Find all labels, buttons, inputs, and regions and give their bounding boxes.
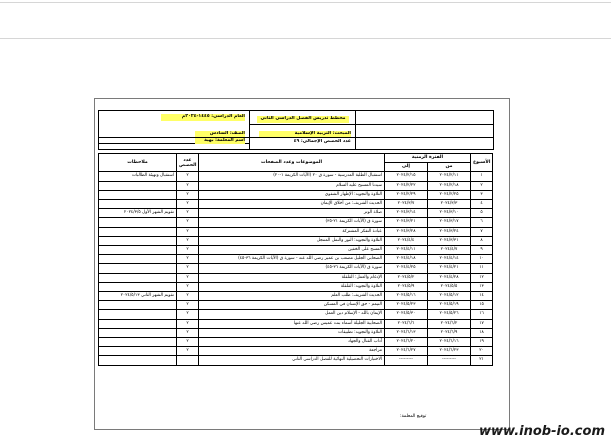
- cell-count: ٢: [177, 255, 199, 264]
- cell-topic: صلاة الوتر: [199, 209, 385, 218]
- cell-topic: عبادة التفكر المشتركة: [199, 227, 385, 236]
- cell-notes: [99, 282, 177, 291]
- cell-from: ٢٠٢٤/٣/٣: [428, 200, 471, 209]
- cell-topic: استقبال الطلبة المدرسية - سورة ق ٢٠ (الآيات الكريمة ١-٢٠): [199, 172, 385, 181]
- cell-notes: تقويم الشهر الأول ٢٠٢٤/٣/٥: [99, 209, 177, 218]
- table-row: [99, 227, 493, 236]
- cell-week: ١٤: [471, 292, 493, 301]
- cell-topic: التلاوة والتجويد: القلقلة: [199, 282, 385, 291]
- cell-from: ٢٠٢٤/٦/٢٣: [428, 347, 471, 356]
- grade-label: الصف: السادس: [195, 131, 245, 137]
- cell-notes: [99, 181, 177, 190]
- cell-week: ٩: [471, 246, 493, 255]
- cell-count: ٢: [177, 338, 199, 347]
- cell-week: ١٨: [471, 328, 493, 337]
- total-periods: عدد الحصص الإجمالي: ٤٩: [293, 139, 351, 144]
- cell-notes: [99, 200, 177, 209]
- cell-notes: [99, 227, 177, 236]
- cell-count: ٢: [177, 172, 199, 181]
- cell-week: ١٥: [471, 301, 493, 310]
- cell-week: ١٧: [471, 319, 493, 328]
- cell-from: ٢٠٢٤/٥/١٢: [428, 292, 471, 301]
- cell-from: ٢٠٢٤/٤/٢٨: [428, 273, 471, 282]
- cell-from: ٢٠٢٤/٢/١٨: [428, 181, 471, 190]
- table-row: [99, 190, 493, 199]
- table-row: [99, 255, 493, 264]
- cell-notes: [99, 347, 177, 356]
- school-year: العام الدراسي: ١٤٤٥-٢٠٢٤م: [161, 114, 245, 121]
- cell-week: ٦: [471, 218, 493, 227]
- cell-to: ٢٠٢٤/٥/٢٣: [385, 301, 428, 310]
- cell-from: ٢٠٢٤/٤/١٤: [428, 255, 471, 264]
- cell-from: ٢٠٢٤/٤/٢١: [428, 264, 471, 273]
- cell-from: ٢٠٢٤/٣/١٧: [428, 218, 471, 227]
- cell-topic: التلاوة والتجويد: النور والنمل المتنجل: [199, 236, 385, 245]
- cell-topic: الحديث الشريف: طلب العلم: [199, 292, 385, 301]
- cell-to: ٢٠٢٤/٣/١٤: [385, 209, 428, 218]
- cell-week: ١١: [471, 264, 493, 273]
- col-to: إلى: [385, 163, 428, 172]
- cell-topic: سورة ق (الآيات الكريمة ٣٦-٤٥): [199, 264, 385, 273]
- plan-title: مخطط تدريس الفصل الدراسي الثاني: [257, 116, 349, 123]
- plan-table: [98, 153, 493, 366]
- cell-topic: سورة ق (الآيات الكريمة ٢١-٣٥): [199, 218, 385, 227]
- cell-topic: سيدنا المسيح عليه السلام: [199, 181, 385, 190]
- cell-topic: الصحابية الجليلة أسماء بنت عميس رضي الله عنها: [199, 319, 385, 328]
- table-row: [99, 338, 493, 347]
- cell-topic: الإيمان بالله - الإسلام دين العمل: [199, 310, 385, 319]
- table-row: [99, 328, 493, 337]
- cell-topic: مراجعة: [199, 347, 385, 356]
- cell-count: ٢: [177, 264, 199, 273]
- cell-week: ١٢: [471, 273, 493, 282]
- cell-week: ١٠: [471, 255, 493, 264]
- cell-week: ٥: [471, 209, 493, 218]
- cell-to: ٢٠٢٤/٣/٢١: [385, 218, 428, 227]
- cell-notes: [99, 218, 177, 227]
- cell-week: ٢٠: [471, 347, 493, 356]
- cell-notes: [99, 190, 177, 199]
- table-row: [99, 264, 493, 273]
- cell-from: ٢٠٢٤/٦/٢: [428, 319, 471, 328]
- cell-count: ٢: [177, 347, 199, 356]
- cell-count: ٢: [177, 319, 199, 328]
- table-row: [99, 282, 493, 291]
- cell-count: ٢: [177, 292, 199, 301]
- cell-notes: [99, 319, 177, 328]
- cell-topic: آداب القتال والجهاد: [199, 338, 385, 347]
- cell-to: ٢٠٢٤/٦/١٣: [385, 328, 428, 337]
- cell-week: ١: [471, 172, 493, 181]
- table-row: [99, 301, 493, 310]
- cell-to: ٢٠٢٤/٦/٢٠: [385, 338, 428, 347]
- cell-to: ٢٠٢٤/٥/٢: [385, 273, 428, 282]
- cell-week: ٣: [471, 190, 493, 199]
- cell-notes: [99, 273, 177, 282]
- cell-notes: استقبال وتهيئة الطالبات: [99, 172, 177, 181]
- cell-to: ٢٠٢٤/٣/٧: [385, 200, 428, 209]
- cell-from: ٢٠٢٤/٤/٧: [428, 246, 471, 255]
- cell-count: ٢: [177, 310, 199, 319]
- cell-from: ٢٠٢٤/٣/٣١: [428, 236, 471, 245]
- cell-count: ٢: [177, 246, 199, 255]
- col-topics: الموضوعات وعدد الصفحات: [199, 154, 385, 172]
- cell-from: ٢٠٢٤/٥/١٩: [428, 301, 471, 310]
- table-row: [99, 356, 493, 365]
- cell-topic: التيمم - حق الإنسان في المسكن: [199, 301, 385, 310]
- site-watermark: www.inob-io.com: [479, 424, 605, 439]
- cell-to: ٢٠٢٤/٥/٣٠: [385, 310, 428, 319]
- cell-week: ١٣: [471, 282, 493, 291]
- cell-to: ٢٠٢٤/٥/٩: [385, 282, 428, 291]
- cell-to: ٢٠٢٤/٣/٢٨: [385, 227, 428, 236]
- cell-to: ٢٠٢٤/٦/٢٧: [385, 347, 428, 356]
- col-notes: ملاحظات: [99, 154, 177, 172]
- cell-notes: [99, 338, 177, 347]
- table-row: [99, 236, 493, 245]
- cell-from: ٢٠٢٤/٦/١٦: [428, 338, 471, 347]
- cell-topic: الاختبارات التحصيلية النهائية للفصل الدراسي الثاني: [199, 356, 385, 365]
- cell-week: ٨: [471, 236, 493, 245]
- cell-topic: الإدغام والعمل: القلقلة: [199, 273, 385, 282]
- teacher-signature: توقيع المعلمة:: [400, 414, 427, 419]
- cell-from: ٢٠٢٤/٣/٢٤: [428, 227, 471, 236]
- cell-notes: [99, 356, 177, 365]
- cell-week: ٤: [471, 200, 493, 209]
- cell-week: ٢١: [471, 356, 493, 365]
- table-row: [99, 200, 493, 209]
- table-row: [99, 310, 493, 319]
- col-count: عدد الحصص: [177, 154, 199, 172]
- cell-to: ٢٠٢٤/٢/٢٩: [385, 190, 428, 199]
- cell-to: ٢٠٢٤/٢/٢٢: [385, 181, 428, 190]
- table-row: [99, 292, 493, 301]
- table-row: [99, 172, 493, 181]
- table-row: [99, 218, 493, 227]
- subject-label: المبحث: التربية الإسلامية: [259, 131, 351, 137]
- cell-notes: [99, 236, 177, 245]
- table-row: [99, 181, 493, 190]
- col-from: من: [428, 163, 471, 172]
- cell-to: ٢٠٢٤/٤/١٨: [385, 255, 428, 264]
- cell-count: ٢: [177, 236, 199, 245]
- cell-notes: [99, 246, 177, 255]
- cell-notes: [99, 255, 177, 264]
- cell-notes: تقويم الشهر الثاني ٢٠٢٤/٥/١٣: [99, 292, 177, 301]
- cell-to: ٢٠٢٤/٤/١١: [385, 246, 428, 255]
- table-row: [99, 246, 493, 255]
- cell-week: ٢: [471, 181, 493, 190]
- cell-count: [177, 356, 199, 365]
- cell-count: ٢: [177, 218, 199, 227]
- cell-from: ٢٠٢٤/٢/٢٥: [428, 190, 471, 199]
- cell-topic: التلاوة والتجويد: الإظهار الشفوي: [199, 190, 385, 199]
- cell-topic: التلاوة والتجويد: تطبيقات: [199, 328, 385, 337]
- cell-topic: المسح على الخفين: [199, 246, 385, 255]
- cell-notes: [99, 310, 177, 319]
- cell-count: ٢: [177, 328, 199, 337]
- cell-count: ٢: [177, 181, 199, 190]
- col-week: الأسبوع: [471, 154, 493, 172]
- cell-to: ٢٠٢٤/٦/٦: [385, 319, 428, 328]
- cell-from: ٢٠٢٤/٣/١٠: [428, 209, 471, 218]
- cell-from: ٢٠٢٤/٢/١١: [428, 172, 471, 181]
- cell-from: ---------: [428, 356, 471, 365]
- cell-to: ٢٠٢٤/٤/٤: [385, 236, 428, 245]
- cell-from: ٢٠٢٤/٥/٥: [428, 282, 471, 291]
- cell-notes: [99, 264, 177, 273]
- cell-from: ٢٠٢٤/٦/٩: [428, 328, 471, 337]
- cell-count: ٢: [177, 273, 199, 282]
- plan-header: [98, 110, 494, 150]
- cell-notes: [99, 328, 177, 337]
- table-row: [99, 273, 493, 282]
- table-row: [99, 347, 493, 356]
- cell-to: ---------: [385, 356, 428, 365]
- cell-week: ٧: [471, 227, 493, 236]
- cell-notes: [99, 301, 177, 310]
- cell-week: ١٦: [471, 310, 493, 319]
- cell-topic: الصحابي الجليل مصعب بن عمير رضي الله عنه - سورة ق (الآيات الكريمة ٣٦-٤٥): [199, 255, 385, 264]
- cell-topic: الحديث الشريف: من أخلاق الإيمان: [199, 200, 385, 209]
- table-row: [99, 319, 493, 328]
- cell-from: ٢٠٢٤/٥/٢٦: [428, 310, 471, 319]
- col-period: الفترة الزمنية: [385, 154, 471, 163]
- cell-to: ٢٠٢٤/٤/٢٥: [385, 264, 428, 273]
- cell-week: ١٩: [471, 338, 493, 347]
- cell-count: ٢: [177, 190, 199, 199]
- cell-count: ٢: [177, 200, 199, 209]
- table-row: [99, 209, 493, 218]
- cell-to: ٢٠٢٤/٥/١٦: [385, 292, 428, 301]
- cell-count: ٢: [177, 301, 199, 310]
- cell-to: ٢٠٢٤/٢/١٥: [385, 172, 428, 181]
- cell-count: ٢: [177, 282, 199, 291]
- cell-count: ٢: [177, 227, 199, 236]
- teacher-name: اسم المعلمة: بهية: [195, 138, 245, 144]
- cell-count: ٢: [177, 209, 199, 218]
